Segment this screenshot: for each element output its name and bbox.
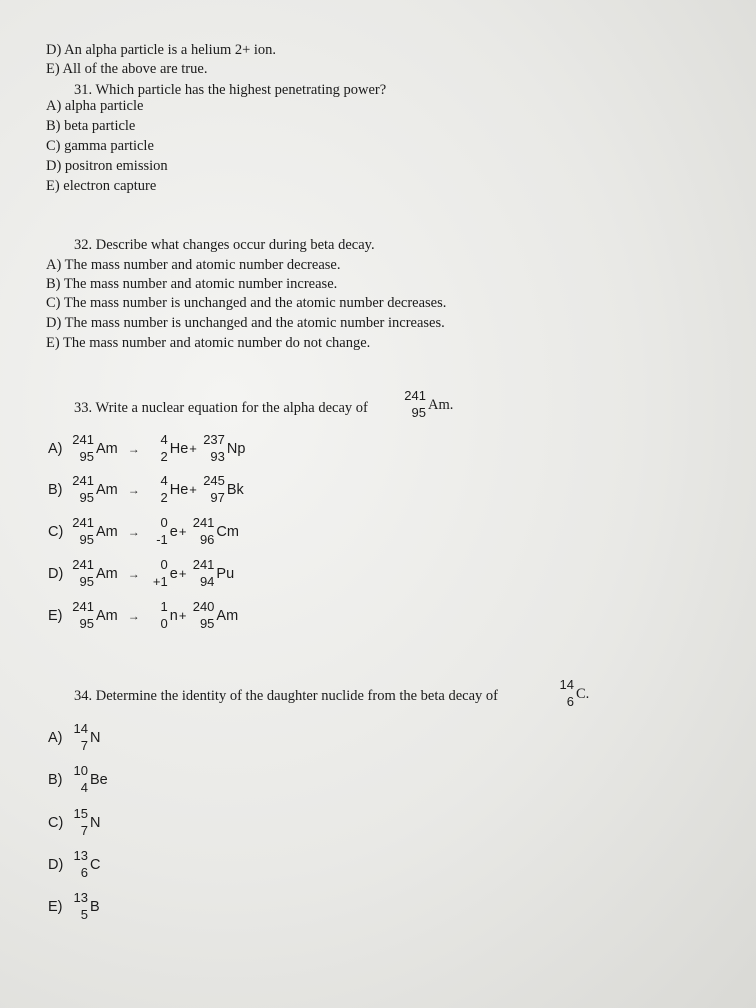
q31-option-c: C) gamma particle (46, 138, 154, 154)
q33-option-b: B) 241 95 Am → 4 2 He+ 245 97 Bk (48, 473, 244, 505)
q34-nuclide: 14 6 C. (559, 677, 590, 709)
q32-option-e: E) The mass number and atomic number do not change. (46, 335, 371, 351)
q31-option-e: E) electron capture (46, 178, 157, 194)
arrow-icon: → (127, 442, 140, 456)
q34-question: 34. Determine the identity of the daughter nuclide from the beta decay of (74, 688, 498, 704)
q34-option-c: C) 15 7 N (48, 806, 101, 838)
q32-option-b: B) The mass number and atomic number increase. (46, 276, 338, 292)
q33-question: 33. Write a nuclear equation for the alpha decay of (74, 400, 368, 416)
q32-option-d: D) The mass number is unchanged and the atomic number increases. (46, 315, 445, 331)
q30-option-e: E) All of the above are true. (46, 61, 208, 77)
q34-option-b: B) 10 4 Be (48, 763, 108, 795)
q33-option-d: D) 241 95 Am → 0 +1 e+ 241 94 Pu (48, 557, 235, 589)
arrow-icon: → (127, 609, 140, 623)
q33-option-a: A) 241 95 Am → 4 2 He+ 237 93 Np (48, 432, 246, 464)
q33-option-c: C) 241 95 Am → 0 -1 e+ 241 96 Cm (48, 515, 239, 547)
q33-option-e: E) 241 95 Am → 1 0 n+ 240 95 Am (48, 599, 239, 631)
q34-option-e: E) 13 5 B (48, 890, 100, 922)
q34-option-d: D) 13 6 C (48, 848, 101, 880)
q32-option-c: C) The mass number is unchanged and the atomic number decreases. (46, 295, 447, 311)
arrow-icon: → (127, 483, 140, 497)
arrow-icon: → (127, 525, 140, 539)
q33-nuclide: 241 95 Am. (404, 388, 454, 420)
q31-option-a: A) alpha particle (46, 98, 144, 114)
q34-option-a: A) 14 7 N (48, 721, 101, 753)
q31-option-d: D) positron emission (46, 158, 168, 174)
q31-option-b: B) beta particle (46, 118, 136, 134)
q32-option-a: A) The mass number and atomic number decrease. (46, 257, 341, 273)
q31-question: 31. Which particle has the highest penetrating power? (74, 82, 387, 98)
arrow-icon: → (127, 567, 140, 581)
q32-question: 32. Describe what changes occur during beta decay. (74, 237, 375, 253)
q30-option-d: D) An alpha particle is a helium 2+ ion. (46, 42, 277, 58)
